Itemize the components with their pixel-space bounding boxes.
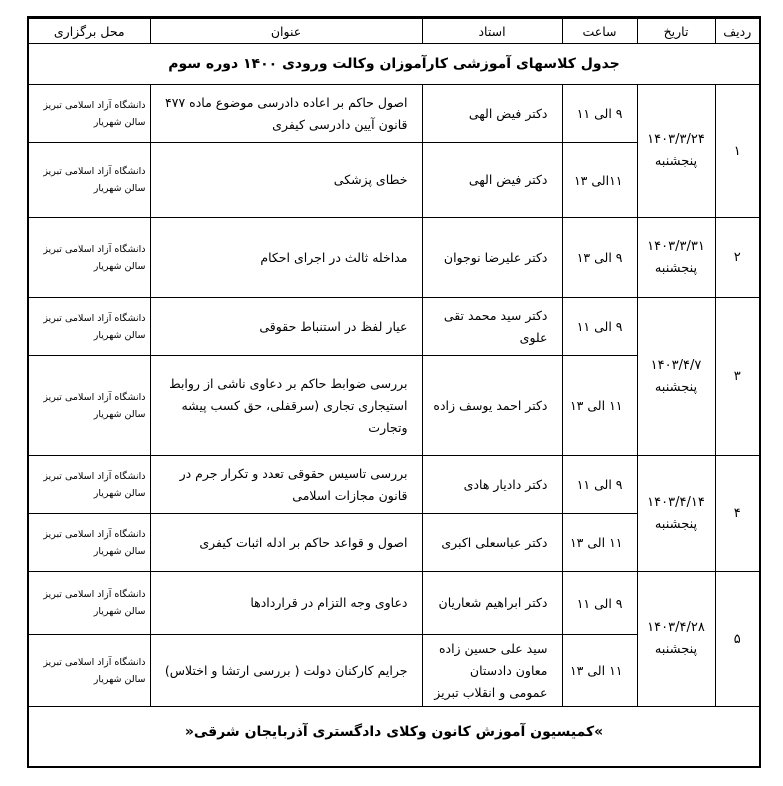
date-value: ۱۴۰۳/۴/۲۸ bbox=[647, 620, 705, 635]
session-venue bbox=[29, 356, 150, 456]
session-venue bbox=[29, 514, 150, 572]
venue-line-1: دانشگاه آزاد اسلامی تبریز bbox=[43, 391, 146, 403]
session-venue bbox=[29, 218, 150, 298]
day-name: پنجشنبه bbox=[654, 260, 698, 276]
venue-line-1: دانشگاه آزاد اسلامی تبریز bbox=[43, 166, 146, 177]
session-venue bbox=[29, 298, 150, 356]
session-subject: جرایم کارکنان دولت ( بررسی ارتشا و اختلاس) bbox=[150, 635, 422, 707]
venue-line-1: دانشگاه آزاد اسلامی تبریز bbox=[43, 99, 146, 111]
session-date bbox=[637, 456, 715, 572]
day-name: پنجشنبه bbox=[654, 154, 698, 169]
venue-line-2: سالن شهریار bbox=[93, 606, 146, 617]
venue-line-2: سالن شهریار bbox=[93, 673, 146, 685]
row-number: ۲ bbox=[715, 218, 759, 298]
day-name: پنجشنبه bbox=[654, 516, 698, 532]
session-time: ۹ الی ۱۱ bbox=[562, 456, 637, 514]
session-teacher: دکتر علیرضا نوجوان bbox=[422, 218, 562, 298]
table-row bbox=[29, 85, 759, 143]
schedule-sheet bbox=[27, 16, 761, 768]
session-subject: بررسی ضوابط حاکم بر دعاوی ناشی از روابط استیجاری تجاری (سرقفلی، حق کسب پیشه وتجارت bbox=[150, 356, 422, 456]
day-name: پنجشنبه bbox=[654, 642, 698, 657]
header-time: ساعت bbox=[562, 19, 637, 44]
session-subject: دعاوی وجه التزام در قراردادها bbox=[150, 572, 422, 635]
session-teacher: دکتر دادیار هادی bbox=[422, 456, 562, 514]
venue-line-1: دانشگاه آزاد اسلامی تبریز bbox=[43, 656, 146, 668]
title-row bbox=[29, 44, 759, 85]
venue-line-2: سالن شهریار bbox=[93, 116, 146, 128]
header-row bbox=[29, 19, 759, 44]
session-venue bbox=[29, 572, 150, 635]
row-number: ۱ bbox=[715, 85, 759, 218]
session-date bbox=[637, 298, 715, 456]
venue-line-1: دانشگاه آزاد اسلامی تبریز bbox=[43, 312, 146, 324]
row-number: ۵ bbox=[715, 572, 759, 707]
header-row-number: ردیف bbox=[715, 19, 759, 44]
session-time: ۹ الی ۱۱ bbox=[562, 298, 637, 356]
session-venue bbox=[29, 456, 150, 514]
session-date bbox=[637, 572, 715, 707]
page-title: جدول کلاسهای آموزشی کارآموزان وکالت ورودی ۱۴۰۰ دوره سوم bbox=[29, 44, 759, 85]
session-time: ۱۱الی ۱۳ bbox=[562, 143, 637, 218]
row-number: ۳ bbox=[715, 298, 759, 456]
session-subject: عیار لفظ در استنباط حقوقی bbox=[150, 298, 422, 356]
session-subject: بررسی تاسیس حقوقی تعدد و تکرار جرم در قانون مجازات اسلامی bbox=[150, 456, 422, 514]
session-date bbox=[637, 218, 715, 298]
header-subject: عنوان bbox=[150, 19, 422, 44]
header-teacher: استاد bbox=[422, 19, 562, 44]
session-date bbox=[637, 85, 715, 218]
header-date: تاریخ bbox=[637, 19, 715, 44]
session-teacher: سید علی حسین زاده معاون دادستان عمومی و انقلاب تبریز bbox=[422, 635, 562, 707]
session-time: ۹ الی ۱۱ bbox=[562, 572, 637, 635]
session-subject: اصول حاکم بر اعاده دادرسی موضوع ماده ۴۷۷ قانون آیین دادرسی کیفری bbox=[150, 85, 422, 143]
date-value: ۱۴۰۳/۴/۷ bbox=[650, 357, 702, 373]
row-number: ۴ bbox=[715, 456, 759, 572]
session-time: ۱۱ الی ۱۳ bbox=[562, 356, 637, 456]
venue-line-2: سالن شهریار bbox=[93, 329, 146, 341]
session-teacher: دکتر ابراهیم شعاریان bbox=[422, 572, 562, 635]
session-venue bbox=[29, 85, 150, 143]
session-subject: مداخله ثالث در اجرای احکام bbox=[150, 218, 422, 298]
footer-text: »کمیسیون آموزش کانون وکلای دادگستری آذربایجان شرقی« bbox=[29, 707, 759, 758]
session-teacher: دکتر فیض الهی bbox=[422, 143, 562, 218]
date-value: ۱۴۰۳/۴/۱۴ bbox=[647, 494, 705, 510]
venue-line-2: سالن شهریار bbox=[93, 408, 146, 420]
venue-line-2: سالن شهریار bbox=[93, 545, 146, 557]
session-teacher: دکتر فیض الهی bbox=[422, 85, 562, 143]
schedule-table bbox=[29, 18, 759, 757]
session-subject: اصول و قواعد حاکم بر ادله اثبات کیفری bbox=[150, 514, 422, 572]
date-value: ۱۴۰۳/۳/۳۱ bbox=[647, 238, 705, 254]
date-value: ۱۴۰۳/۳/۲۴ bbox=[647, 132, 705, 147]
session-time: ۹ الی ۱۱ bbox=[562, 85, 637, 143]
table-row bbox=[29, 218, 759, 298]
venue-line-2: سالن شهریار bbox=[93, 487, 146, 499]
session-time: ۹ الی ۱۳ bbox=[562, 218, 637, 298]
venue-line-1: دانشگاه آزاد اسلامی تبریز bbox=[43, 243, 146, 255]
session-time: ۱۱ الی ۱۳ bbox=[562, 514, 637, 572]
session-venue bbox=[29, 143, 150, 218]
footer-row bbox=[29, 707, 759, 758]
session-teacher: دکتر سید محمد تقی علوی bbox=[422, 298, 562, 356]
session-subject: خطای پزشکی bbox=[150, 143, 422, 218]
venue-line-1: دانشگاه آزاد اسلامی تبریز bbox=[43, 470, 146, 482]
session-teacher: دکتر احمد یوسف زاده bbox=[422, 356, 562, 456]
table-row bbox=[29, 456, 759, 514]
session-venue bbox=[29, 635, 150, 707]
day-name: پنجشنبه bbox=[654, 379, 698, 395]
header-venue: محل برگزاری bbox=[29, 19, 150, 44]
venue-line-2: سالن شهریار bbox=[93, 260, 146, 272]
venue-line-1: دانشگاه آزاد اسلامی تبریز bbox=[43, 528, 146, 540]
venue-line-1: دانشگاه آزاد اسلامی تبریز bbox=[43, 589, 146, 600]
table-row bbox=[29, 572, 759, 635]
table-row bbox=[29, 298, 759, 356]
session-time: ۱۱ الی ۱۳ bbox=[562, 635, 637, 707]
venue-line-2: سالن شهریار bbox=[93, 183, 146, 194]
session-teacher: دکتر عباسعلی اکبری bbox=[422, 514, 562, 572]
